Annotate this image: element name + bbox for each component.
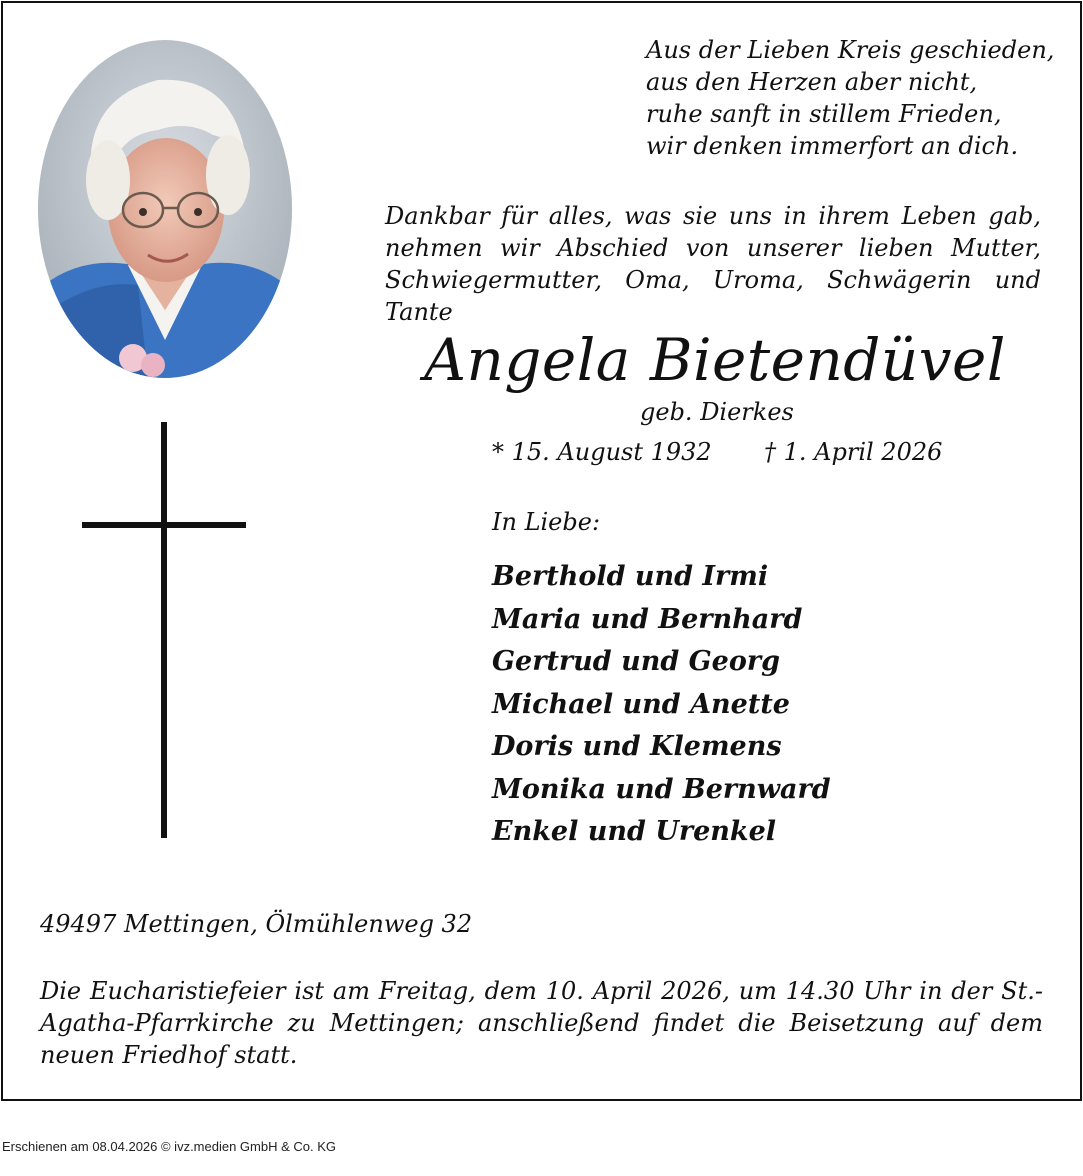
intro-text [385,200,1041,328]
list-item: Berthold und Irmi [492,561,769,592]
deceased-name: Angela Bietendüvel [424,326,1006,394]
list-item: Gertrud und Georg [492,646,780,677]
list-item: Doris und Klemens [492,731,782,762]
mourners-list [492,556,831,854]
intro-line: nehmen wir Abschied von unserer lieben Mutter, [385,234,1041,262]
list-item: Monika und Bernward [492,773,831,805]
poem-line: ruhe sanft in stillem Frieden, [646,100,1002,128]
birth-date: * 15. August 1932 [492,438,712,466]
mourners-heading: In Liebe: [492,508,601,536]
poem [646,34,1054,162]
cross-icon [82,422,246,838]
poem-line: wir denken immerfort an dich. [646,132,1019,160]
address: 49497 Mettingen, Ölmühlenweg 32 [40,910,473,938]
list-item: Enkel und Urenkel [492,816,777,847]
intro-line: Dankbar für alles, was sie uns in ihrem Leben gab, [385,202,1041,230]
poem-line: aus den Herzen aber nicht, [646,68,978,96]
death-date: † 1. April 2026 [764,438,943,466]
maiden-name: geb. Dierkes [640,398,794,426]
poem-line: Aus der Lieben Kreis geschieden, [646,36,1055,64]
intro-line: Schwiegermutter, Oma, Uroma, Schwägerin und Tante [385,266,1041,326]
list-item: Michael und Anette [492,688,790,720]
publication-footer: Erschienen am 08.04.2026 © ivz.medien GmbH & Co. KG [2,1139,337,1154]
list-item: Maria und Bernhard [492,603,803,635]
service-notice: Die Eucharistiefeier ist am Freitag, dem 10. April 2026, um 14.30 Uhr in der St.-Agatha-Pfarrkirche zu Mettingen; anschließend findet die Beisetzung auf dem neuen Friedhof statt. [40,977,1043,1069]
